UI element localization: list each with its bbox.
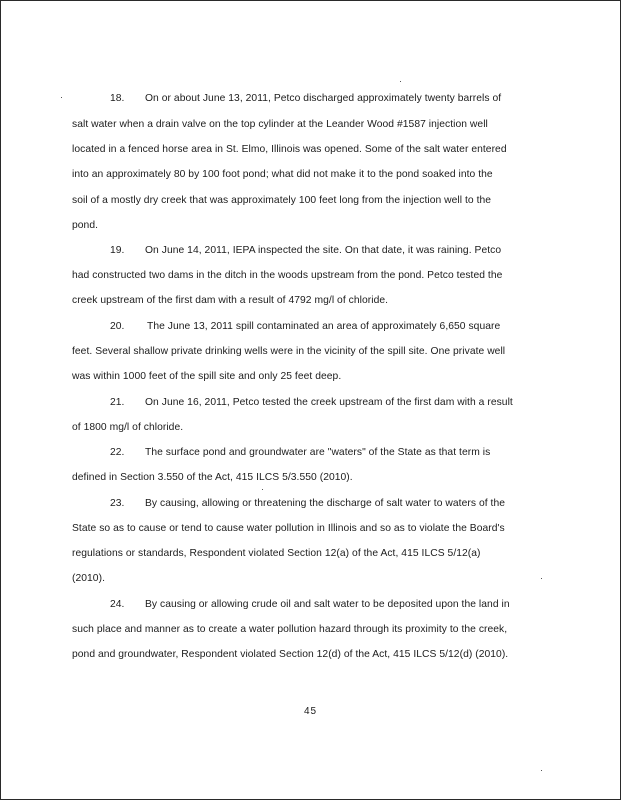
paragraph-18-line-3: located in a fenced horse area in St. Elmo, Illinois was opened. Some of the salt water entered bbox=[72, 144, 507, 155]
paragraph-text: By causing, allowing or threatening the discharge of salt water to waters of the bbox=[145, 498, 506, 509]
paragraph-21-line-2: of 1800 mg/l of chloride. bbox=[72, 422, 184, 433]
page-number: 45 bbox=[303, 706, 318, 717]
scan-speck bbox=[61, 97, 62, 98]
paragraph-text: The surface pond and groundwater are "waters" of the State as that term is bbox=[145, 447, 491, 458]
paragraph-18-line-4: into an approximately 80 by 100 foot pond; what did not make it to the pond soaked into the bbox=[72, 169, 493, 180]
paragraph-number: 23. bbox=[110, 498, 125, 509]
paragraph-19-line-2: had constructed two dams in the ditch in the woods upstream from the pond. Petco tested the bbox=[72, 270, 503, 281]
paragraph-20-line-1 bbox=[72, 320, 500, 333]
paragraph-24-line-2: such place and manner as to create a water pollution hazard through its proximity to the creek, bbox=[72, 624, 508, 635]
paragraph-18-line-2: salt water when a drain valve on the top cylinder at the Leander Wood #1587 injection well bbox=[72, 119, 488, 130]
paragraph-24-line-1 bbox=[72, 598, 510, 611]
paragraph-number: 21. bbox=[110, 397, 125, 408]
paragraph-20-line-2: feet. Several shallow private drinking wells were in the vicinity of the spill site. One private well bbox=[72, 346, 506, 357]
paragraph-18-line-1 bbox=[72, 92, 501, 105]
paragraph-number: 20. bbox=[110, 321, 125, 332]
paragraph-19-line-1 bbox=[72, 244, 501, 257]
paragraph-22-line-1 bbox=[72, 446, 490, 459]
paragraph-text: On June 14, 2011, IEPA inspected the site. On that date, it was raining. Petco bbox=[145, 245, 502, 256]
paragraph-24-line-3: pond and groundwater, Respondent violated Section 12(d) of the Act, 415 ILCS 5/12(d) (2010). bbox=[72, 649, 509, 660]
paragraph-number: 19. bbox=[110, 245, 125, 256]
paragraph-18-line-5: soil of a mostly dry creek that was approximately 100 feet long from the injection well to the bbox=[72, 195, 492, 206]
scan-speck bbox=[541, 578, 542, 579]
paragraph-20-line-3: was within 1000 feet of the spill site and only 25 feet deep. bbox=[72, 371, 342, 382]
paragraph-text: On or about June 13, 2011, Petco discharged approximately twenty barrels of bbox=[145, 93, 502, 104]
scan-speck bbox=[262, 489, 263, 490]
paragraph-number: 18. bbox=[110, 93, 125, 104]
paragraph-number: 22. bbox=[110, 447, 125, 458]
paragraph-text: The June 13, 2011 spill contaminated an area of approximately 6,650 square bbox=[147, 321, 501, 332]
paragraph-21-line-1 bbox=[72, 396, 513, 409]
paragraph-text: By causing or allowing crude oil and salt water to be deposited upon the land in bbox=[145, 599, 510, 610]
paragraph-23-line-4: (2010). bbox=[72, 573, 105, 584]
paragraph-23-line-1 bbox=[72, 497, 505, 510]
paragraph-18-line-6: pond. bbox=[72, 220, 99, 231]
paragraph-19-line-3: creek upstream of the first dam with a result of 4792 mg/l of chloride. bbox=[72, 295, 389, 306]
paragraph-text: On June 16, 2011, Petco tested the creek upstream of the first dam with a result bbox=[145, 397, 513, 408]
paragraph-23-line-3: regulations or standards, Respondent violated Section 12(a) of the Act, 415 ILCS 5/12(a) bbox=[72, 548, 481, 559]
paragraph-22-line-2: defined in Section 3.550 of the Act, 415 ILCS 5/3.550 (2010). bbox=[72, 472, 353, 483]
scan-speck bbox=[400, 81, 401, 82]
paragraph-23-line-2: State so as to cause or tend to cause water pollution in Illinois and so as to violate the Board's bbox=[72, 523, 505, 534]
paragraph-number: 24. bbox=[110, 599, 125, 610]
scan-speck bbox=[541, 770, 542, 771]
